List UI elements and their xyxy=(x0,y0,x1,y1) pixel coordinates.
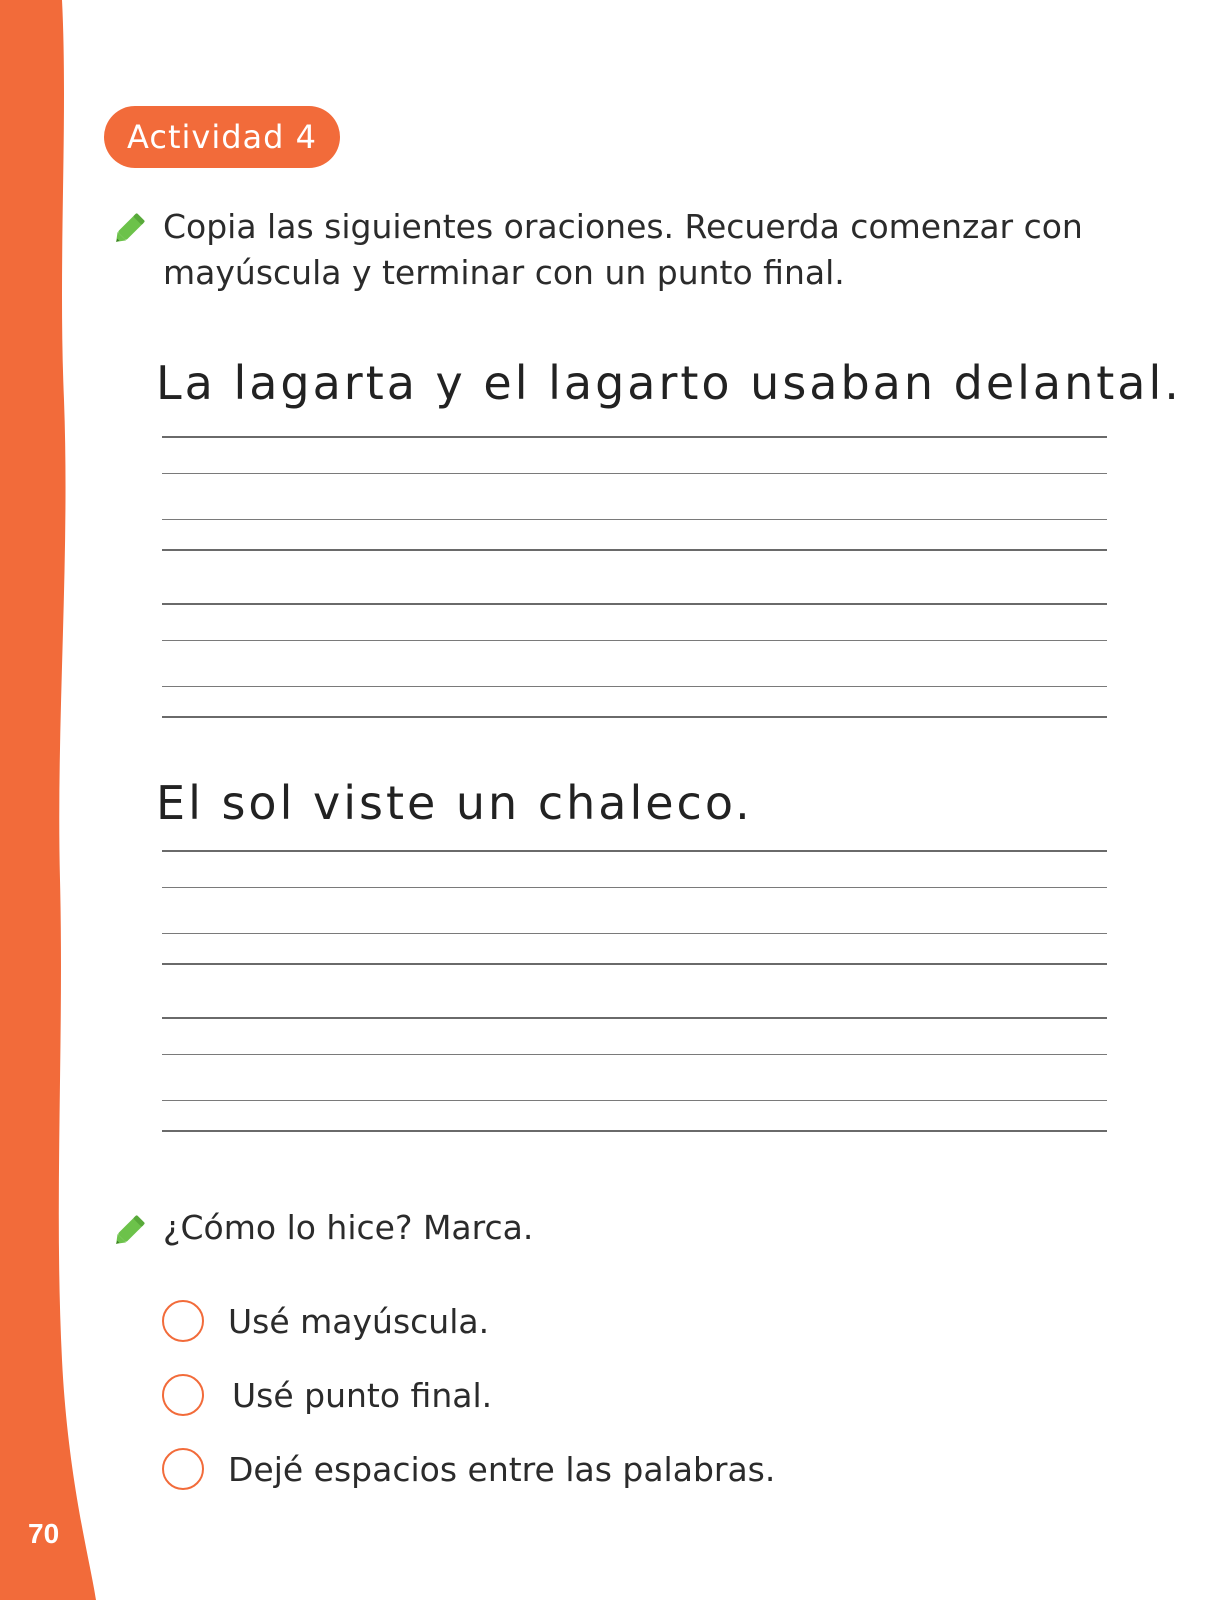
writing-rule xyxy=(162,473,1107,474)
instruction-line-1: Copia las siguientes oraciones. Recuerda comenzar con xyxy=(163,207,1083,246)
model-sentence-1: La lagarta y el lagarto usaban delantal. xyxy=(156,356,1182,410)
writing-rule xyxy=(162,1054,1107,1055)
writing-rule xyxy=(162,963,1107,965)
pencil-icon xyxy=(110,1208,152,1250)
writing-rule xyxy=(162,887,1107,888)
self-check-label: Usé mayúscula. xyxy=(228,1301,490,1341)
checkbox-circle[interactable] xyxy=(162,1300,204,1342)
side-band-decoration xyxy=(0,0,120,1600)
writing-rule xyxy=(162,436,1107,438)
writing-rule xyxy=(162,686,1107,687)
checkbox-circle[interactable] xyxy=(162,1374,204,1416)
page-number: 70 xyxy=(28,1518,60,1549)
writing-rule xyxy=(162,519,1107,520)
self-check-label: Usé punto final. xyxy=(232,1375,493,1415)
instruction-line-2: mayúscula y terminar con un punto final. xyxy=(163,253,845,292)
self-check-item[interactable] xyxy=(162,1296,489,1346)
self-check-item[interactable] xyxy=(162,1444,775,1494)
writing-rule xyxy=(162,933,1107,934)
activity-instruction xyxy=(163,204,1083,296)
pencil-icon xyxy=(110,206,152,248)
writing-rule xyxy=(162,549,1107,551)
checkbox-circle[interactable] xyxy=(162,1448,204,1490)
model-sentence-2: El sol viste un chaleco. xyxy=(156,776,753,830)
self-check-label: Dejé espacios entre las palabras. xyxy=(228,1449,776,1489)
self-check-question: ¿Cómo lo hice? Marca. xyxy=(163,1208,534,1247)
writing-rule xyxy=(162,603,1107,605)
writing-rule xyxy=(162,1100,1107,1101)
writing-rule xyxy=(162,716,1107,718)
self-check-item[interactable] xyxy=(162,1370,492,1420)
writing-rule xyxy=(162,640,1107,641)
activity-badge: Actividad 4 xyxy=(104,106,340,168)
writing-rule xyxy=(162,1017,1107,1019)
writing-rule xyxy=(162,1130,1107,1132)
writing-rule xyxy=(162,850,1107,852)
